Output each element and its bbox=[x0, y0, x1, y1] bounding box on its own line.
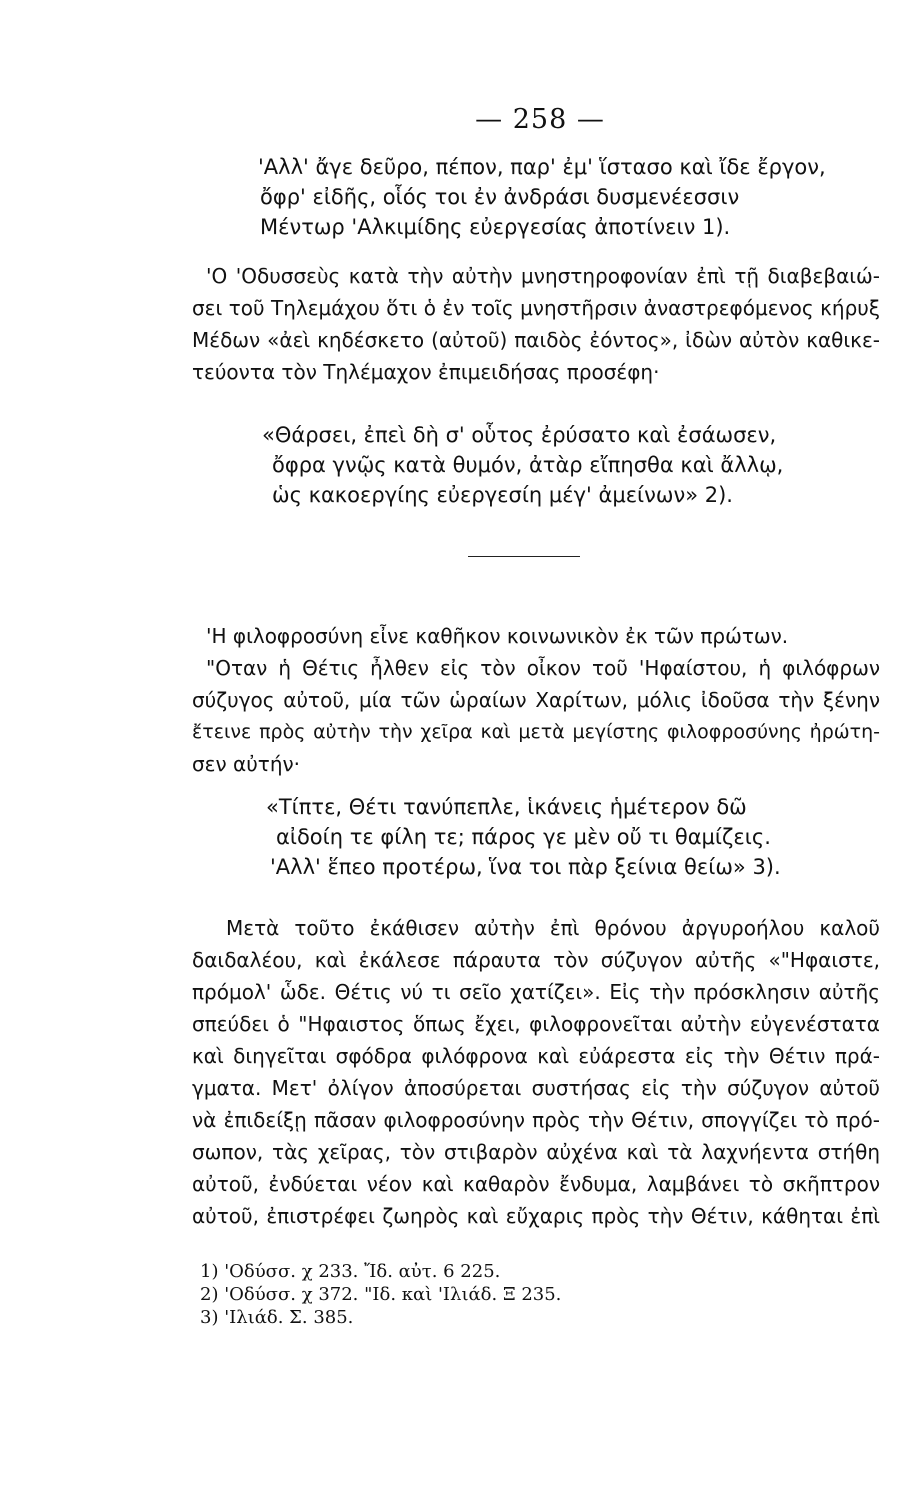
page-number-text: — 258 — bbox=[475, 104, 605, 135]
verse-line: 'Αλλ' ἕπεο προτέρω, ἵνα τοι πὰρ ξείνια θείω» 3). bbox=[270, 855, 781, 879]
text-line: Μετὰ τοῦτο ἐκάθισεν αὐτὴν ἐπὶ θρόνου ἀργυροήλου καλοῦ bbox=[226, 916, 880, 940]
verse-quote-3 bbox=[266, 792, 781, 882]
text-line: σπεύδει ὁ "Ηφαιστος ὅπως ἔχει, φιλοφρονεῖται αὐτὴν εὐγενέστατα bbox=[192, 1012, 880, 1036]
text-line: 'Ο 'Οδυσσεὺς κατὰ τὴν αὐτὴν μνηστηροφονίαν ἐπὶ τῇ διαβεβαιώ- bbox=[206, 264, 880, 288]
text-line: δαιδαλέου, καὶ ἐκάλεσε πάραυτα τὸν σύζυγον αὐτῆς «"Ηφαιστε, bbox=[192, 948, 880, 972]
verse-line: 'Αλλ' ἄγε δεῦρο, πέπον, παρ' ἐμ' ἵστασο καὶ ἴδε ἔργον, bbox=[258, 155, 826, 179]
text-line: πρόμολ' ὧδε. Θέτις νύ τι σεῖο χατίζει». Εἰς τὴν πρόσκλησιν αὐτῆς bbox=[192, 980, 880, 1004]
text-line: γματα. Μετ' ὀλίγον ἀποσύρεται συστήσας εἰς τὴν σύζυγον αὐτοῦ bbox=[192, 1076, 880, 1100]
text-line: Μέδων «ἀεὶ κηδέσκετο (αὐτοῦ) παιδὸς ἐόντος», ἰδὼν αὐτὸν καθικε- bbox=[192, 328, 880, 352]
verse-line: Μέντωρ 'Αλκιμίδης εὐεργεσίας ἀποτίνειν 1). bbox=[260, 215, 731, 239]
verse-line: «Θάρσει, ἐπεὶ δὴ σ' οὗτος ἐρύσατο καὶ ἐσάωσεν, bbox=[262, 423, 777, 447]
verse-line: ὄφρα γνῷς κατὰ θυμόν, ἀτὰρ εἴπησθα καὶ ἄλλῳ, bbox=[272, 453, 784, 477]
verse-line: «Τίπτε, Θέτι τανύπεπλε, ἱκάνεις ἡμέτερον δῶ bbox=[266, 795, 747, 819]
text-line: νὰ ἐπιδείξῃ πᾶσαν φιλοφροσύνην πρὸς τὴν Θέτιν, σπογγίζει τὸ πρό- bbox=[192, 1108, 880, 1132]
text-line: σύζυγος αὐτοῦ, μία τῶν ὡραίων Χαρίτων, μόλις ἰδοῦσα τὴν ξένην bbox=[192, 688, 880, 712]
text-line: αὐτοῦ, ἐνδύεται νέον καὶ καθαρὸν ἔνδυμα, λαμβάνει τὸ σκῆπτρον bbox=[192, 1172, 880, 1196]
text-line: αὐτοῦ, ἐπιστρέφει ζωηρὸς καὶ εὔχαρις πρὸς τὴν Θέτιν, κάθηται ἐπὶ bbox=[192, 1204, 880, 1228]
text-line: τεύοντα τὸν Τηλέμαχον ἐπιμειδήσας προσέφη· bbox=[192, 360, 660, 384]
paragraph-3 bbox=[192, 912, 880, 1232]
section-divider bbox=[468, 556, 580, 557]
footnotes bbox=[200, 1260, 561, 1329]
text-line: σεν αὐτήν· bbox=[192, 752, 301, 776]
text-line: σει τοῦ Τηλεμάχου ὅτι ὁ ἐν τοῖς μνηστῆρσιν ἀναστρεφόμενος κήρυξ bbox=[192, 296, 880, 320]
text-line: ἔτεινε πρὸς αὐτὴν τὴν χεῖρα καὶ μετὰ μεγίστης φιλοφροσύνης ἠρώτη- bbox=[192, 721, 880, 743]
verse-quote-1 bbox=[258, 152, 826, 242]
verse-line: ὄφρ' εἰδῆς, οἷός τοι ἐν ἀνδράσι δυσμενέεσσιν bbox=[260, 185, 740, 209]
text-line: "Οταν ἡ Θέτις ἦλθεν εἰς τὸν οἶκον τοῦ 'Ηφαίστου, ἡ φιλόφρων bbox=[206, 656, 880, 680]
verse-quote-2 bbox=[262, 420, 783, 510]
footnote: 2) 'Οδύσσ. χ 372. "Ιδ. καὶ 'Ιλιάδ. Ξ 235. bbox=[200, 1284, 562, 1305]
verse-line: ὡς κακοεργίης εὐεργεσίη μέγ' ἀμείνων» 2). bbox=[272, 483, 733, 507]
text-line: 'Η φιλοφροσύνη εἶνε καθῆκον κοινωνικὸν ἐκ τῶν πρώτων. bbox=[206, 624, 789, 648]
text-line: καὶ διηγεῖται σφόδρα φιλόφρονα καὶ εὐάρεστα εἰς τὴν Θέτιν πρά- bbox=[192, 1044, 880, 1068]
text-line: σωπον, τὰς χεῖρας, τὸν στιβαρὸν αὐχένα καὶ τὰ λαχνήεντα στήθη bbox=[192, 1140, 880, 1164]
footnote: 3) 'Ιλιάδ. Σ. 385. bbox=[200, 1307, 354, 1328]
paragraph-1 bbox=[192, 260, 880, 388]
verse-line: αἰδοίη τε φίλη τε; πάρος γε μὲν οὔ τι θαμίζεις. bbox=[276, 825, 771, 849]
footnote: 1) 'Οδύσσ. χ 233. Ἴδ. αὐτ. 6 225. bbox=[200, 1261, 501, 1282]
paragraph-2 bbox=[192, 620, 880, 780]
page-number bbox=[0, 104, 913, 135]
